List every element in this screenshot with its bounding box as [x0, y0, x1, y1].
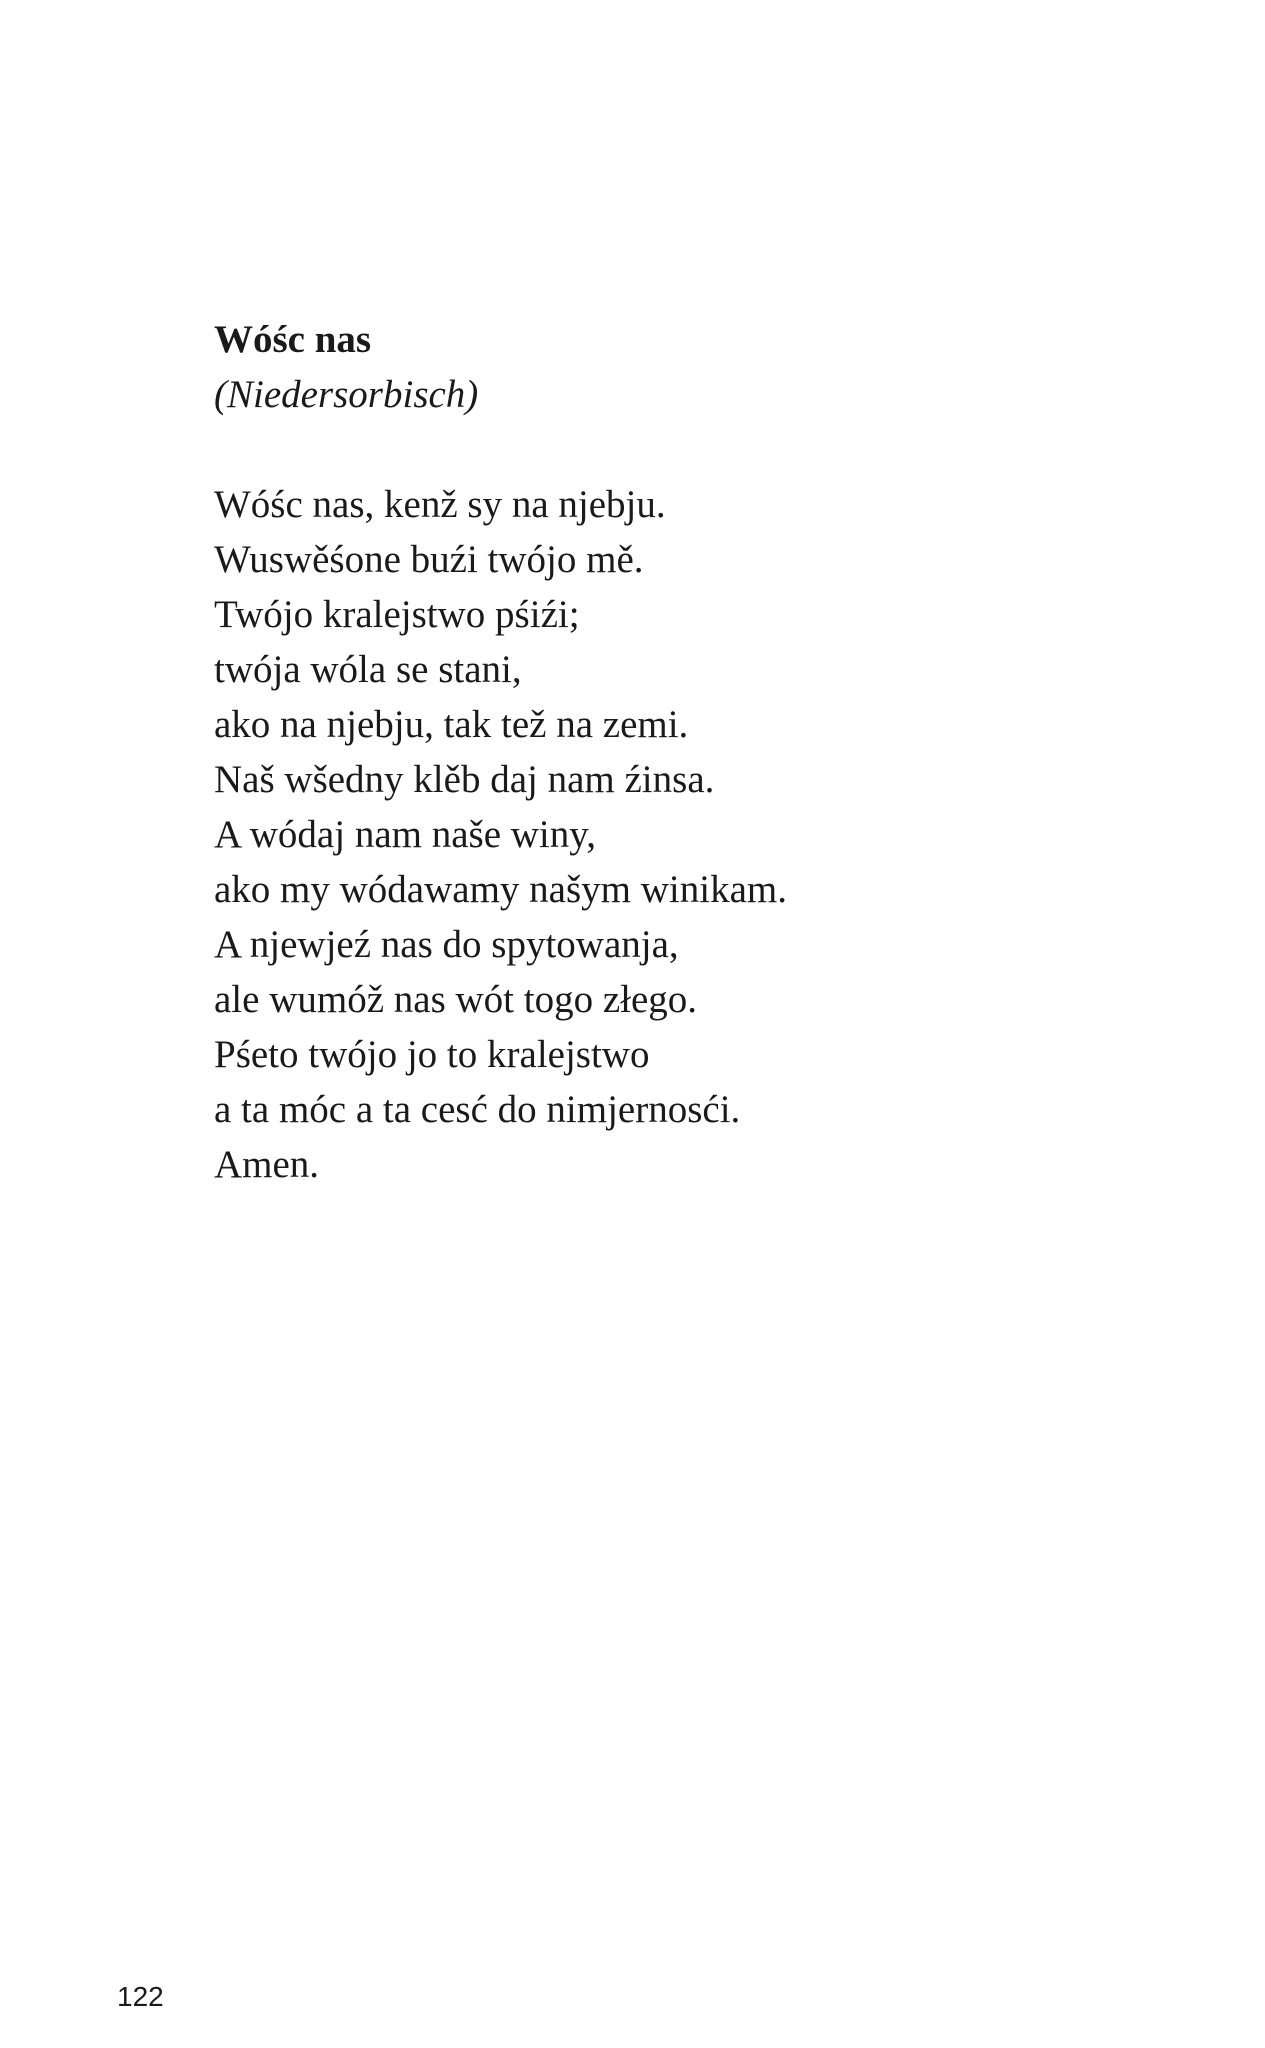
poem-subtitle: (Niedersorbisch): [214, 373, 479, 416]
verse-line: Pśeto twójo jo to kralejstwo: [214, 1033, 650, 1076]
verse-line: A wódaj nam naše winy,: [214, 813, 596, 856]
verse-line: Naš wšedny klěb daj nam źinsa.: [214, 758, 715, 801]
verse-line: ako na njebju, tak tež na zemi.: [214, 703, 689, 746]
poem-verses: [214, 477, 1114, 1192]
verse-line: ako my wódawamy našym winikam.: [214, 868, 787, 911]
verse-line: Twójo kralejstwo pśiźi;: [214, 593, 580, 636]
verse-line: Amen.: [214, 1143, 320, 1186]
verse-line: twója wóla se stani,: [214, 648, 522, 691]
verse-line: Wóśc nas, kenž sy na njebju.: [214, 483, 666, 526]
poem-block: [214, 312, 1114, 1192]
page-number: 122: [117, 1981, 164, 2012]
verse-line: A njewjeź nas do spytowanja,: [214, 923, 679, 966]
poem-title: Wóśc nas: [214, 318, 372, 361]
verse-line: ale wumóž nas wót togo złego.: [214, 978, 698, 1021]
verse-line: Wuswěśone buźi twójo mě.: [214, 538, 644, 581]
verse-line: a ta móc a ta cesć do nimjernosći.: [214, 1088, 741, 1131]
